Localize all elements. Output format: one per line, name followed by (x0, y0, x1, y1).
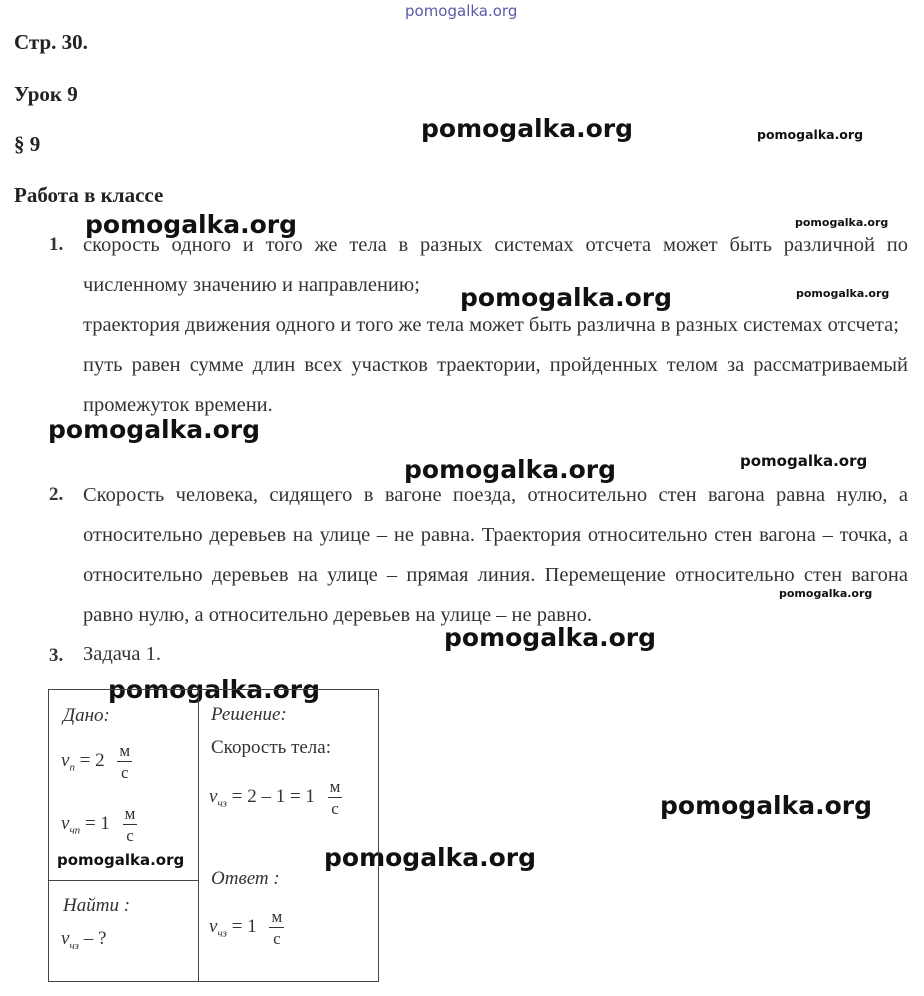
item-2-text (83, 475, 908, 635)
paragraph-title: § 9 (14, 132, 41, 156)
watermark: pomogalka.org (404, 455, 617, 484)
given-label-text: Дано (63, 705, 104, 726)
watermark: pomogalka.org (660, 791, 873, 820)
formula-sub: чз (69, 939, 79, 952)
formula-var: v (61, 928, 70, 949)
unit-den: с (273, 929, 281, 948)
watermark: pomogalka.org (48, 415, 261, 444)
given-formula (61, 740, 132, 783)
lesson-title: Урок 9 (14, 82, 78, 106)
given-formula (61, 803, 137, 846)
item-3-paragraph: Задача 1. (83, 643, 161, 665)
formula-eq: – ? (83, 928, 107, 949)
watermark: pomogalka.org (740, 452, 868, 470)
formula-sub: п (69, 761, 75, 774)
item-number: 1. (49, 234, 64, 255)
watermark: pomogalka.org (796, 287, 890, 300)
item-1-text (83, 225, 908, 425)
solution-text: Скорость тела: (211, 737, 331, 758)
unit-den: с (121, 763, 129, 782)
unit-den: с (331, 799, 339, 818)
watermark-top[interactable]: pomogalka.org (405, 2, 518, 20)
formula-eq: = 2 (79, 749, 105, 771)
unit-num: м (124, 804, 136, 823)
find-formula (61, 928, 106, 952)
page-number: Стр. 30. (14, 30, 88, 54)
colon: : (123, 895, 131, 916)
colon: : (103, 705, 110, 726)
colon: : (280, 704, 287, 725)
watermark: pomogalka.org (85, 210, 298, 239)
formula-var: v (209, 785, 218, 807)
item-number: 2. (49, 484, 64, 505)
item-2-paragraph: Скорость человека, сидящего в вагоне поезда, относительно стен вагона равна нулю, а относительно деревьев на улице – не равна. Траектория относительно стен вагона – точка, а относительно деревьев на улице – прямая линия. Перемещение относительно стен вагона равно нулю, а относительно деревьев на улице – не равно. (83, 484, 908, 626)
watermark: pomogalka.org (795, 216, 889, 229)
watermark: pomogalka.org (324, 843, 537, 872)
section-title: Работа в классе (14, 183, 164, 207)
watermark: pomogalka.org (421, 114, 634, 143)
watermark: pomogalka.org (444, 623, 657, 652)
formula-var: v (61, 812, 70, 834)
watermark: pomogalka.org (460, 283, 673, 312)
given-label (63, 705, 110, 727)
watermark: pomogalka.org (757, 127, 864, 142)
formula-eq: = 2 – 1 = 1 (231, 785, 315, 807)
solution-label (211, 704, 287, 726)
item-number: 3. (49, 645, 64, 666)
unit-den: с (126, 826, 134, 845)
item-1-paragraph: путь равен сумме длин всех участков траектории, пройденных телом за рассматриваемый промежуток времени. (83, 354, 908, 416)
unit-fraction (328, 776, 343, 819)
colon: : (273, 868, 280, 889)
table-divider (198, 690, 199, 981)
answer-label (211, 868, 280, 890)
table-divider (49, 880, 198, 881)
solution-formula (209, 776, 342, 819)
unit-fraction (117, 740, 132, 783)
solution-label-text: Решение (211, 704, 281, 725)
item-1-paragraph: траектория движения одного и того же тела может быть различна в разных системах отсчета; (83, 314, 899, 336)
watermark: pomogalka.org (108, 675, 321, 704)
watermark: pomogalka.org (779, 587, 873, 600)
formula-eq: = 1 (231, 915, 257, 937)
unit-num: м (119, 741, 131, 760)
item-1-paragraph: скорость одного и того же тела в разных системах отсчета может быть различной по численному значению и направлению; (83, 234, 908, 296)
find-label-text: Найти (63, 895, 119, 916)
unit-fraction (123, 803, 138, 846)
item-3-text (83, 634, 908, 674)
answer-label-text: Ответ (211, 868, 269, 889)
answer-formula (209, 906, 284, 949)
task-table (48, 689, 379, 982)
unit-num: м (329, 777, 341, 796)
formula-sub: чз (217, 927, 227, 940)
find-label (63, 895, 130, 917)
formula-var: v (61, 749, 70, 771)
formula-eq: = 1 (84, 812, 110, 834)
unit-fraction (269, 906, 284, 949)
watermark: pomogalka.org (57, 851, 185, 869)
unit-num: м (271, 907, 283, 926)
formula-var: v (209, 915, 218, 937)
formula-sub: чз (217, 797, 227, 810)
formula-sub: чп (69, 824, 81, 837)
